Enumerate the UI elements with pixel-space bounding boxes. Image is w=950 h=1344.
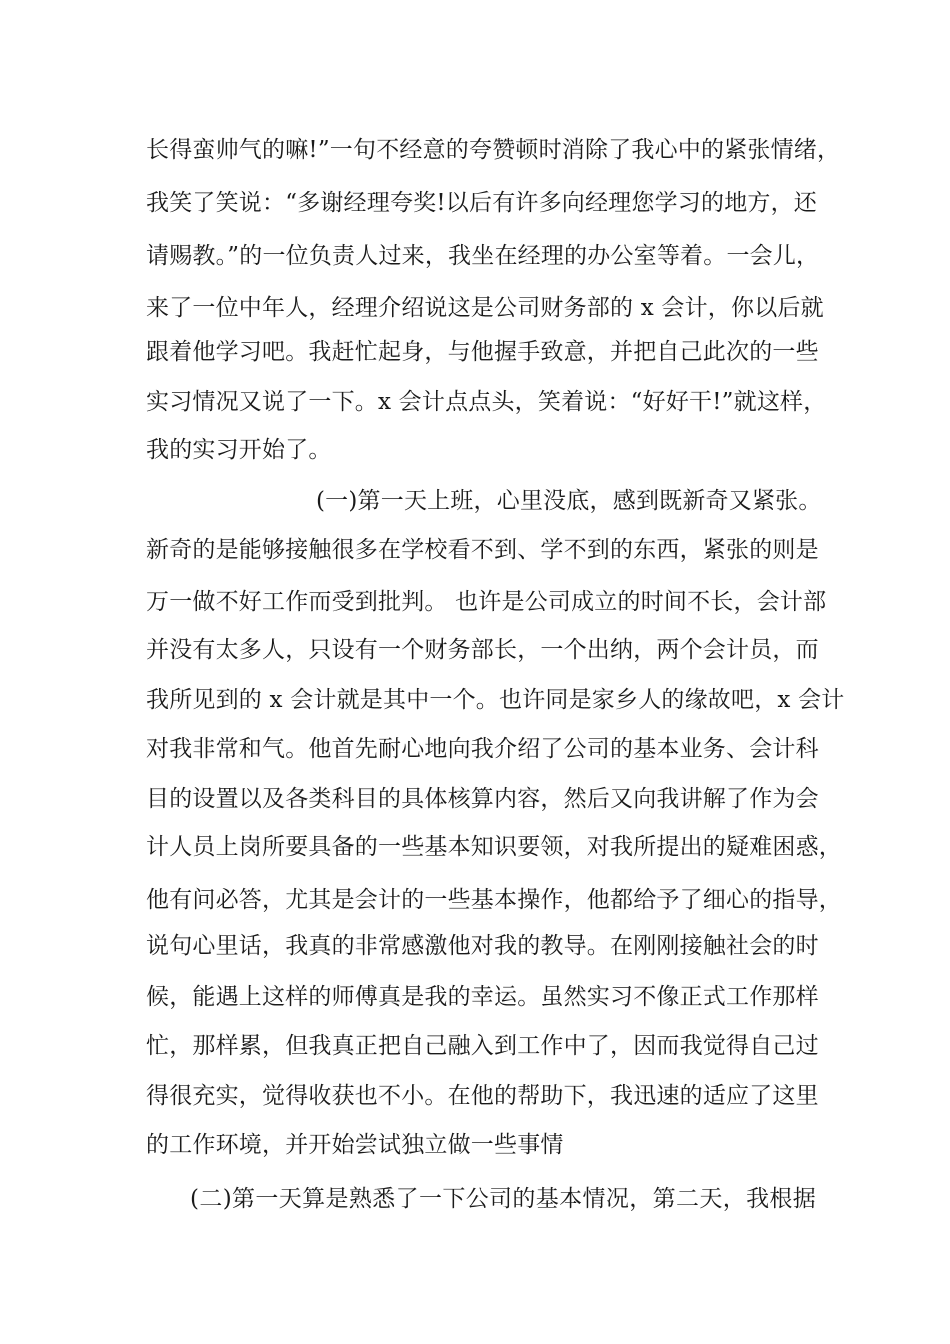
text-line: 实习情况又说了一下。x 会计点点头，笑着说：“好好干!”就这样， bbox=[146, 389, 827, 415]
text-line: 来了一位中年人，经理介绍说这是公司财务部的 x 会计，你以后就 bbox=[146, 295, 824, 321]
text-line: 新奇的是能够接触很多在学校看不到、学不到的东西，紧张的则是 bbox=[146, 537, 819, 563]
text-line: 跟着他学习吧。我赶忙起身，与他握手致意，并把自己此次的一些 bbox=[146, 339, 819, 365]
text-line: 忙，那样累，但我真正把自己融入到工作中了，因而我觉得自己过 bbox=[146, 1033, 819, 1059]
text-line: 请赐教。”的一位负责人过来，我坐在经理的办公室等着。一会儿， bbox=[146, 243, 820, 269]
text-line: 得很充实，觉得收获也不小。在他的帮助下，我迅速的适应了这里 bbox=[146, 1083, 819, 1109]
text-line: 我所见到的 x 会计就是其中一个。也许同是家乡人的缘故吧，x 会计 bbox=[146, 687, 845, 713]
text-line: 万一做不好工作而受到批判。 也许是公司成立的时间不长，会计部 bbox=[146, 589, 827, 615]
text-line: 并没有太多人，只设有一个财务部长，一个出纳，两个会计员，而 bbox=[146, 637, 819, 663]
section-heading: (一)第一天上班，心里没底，感到既新奇又紧张。 bbox=[316, 488, 822, 514]
text-line: 长得蛮帅气的嘛!”一句不经意的夸赞顿时消除了我心中的紧张情绪， bbox=[146, 137, 841, 163]
text-line: 的工作环境，并开始尝试独立做一些事情 bbox=[146, 1132, 564, 1158]
text-line: 候，能遇上这样的师傅真是我的幸运。虽然实习不像正式工作那样 bbox=[146, 984, 819, 1010]
section-heading: (二)第一天算是熟悉了一下公司的基本情况，第二天，我根据 bbox=[190, 1186, 816, 1212]
text-line: 对我非常和气。他首先耐心地向我介绍了公司的基本业务、会计科 bbox=[146, 736, 819, 762]
text-line: 他有问必答，尤其是会计的一些基本操作，他都给予了细心的指导， bbox=[146, 887, 842, 913]
text-line: 说句心里话，我真的非常感激他对我的教导。在刚刚接触社会的时 bbox=[146, 933, 819, 959]
text-line: 计人员上岗所要具备的一些基本知识要领，对我所提出的疑难困惑， bbox=[146, 834, 842, 860]
text-line: 目的设置以及各类科目的具体核算内容，然后又向我讲解了作为会 bbox=[146, 786, 819, 812]
text-line: 我的实习开始了。 bbox=[146, 437, 332, 463]
text-line: 我笑了笑说：“多谢经理夸奖!以后有许多向经理您学习的地方，还 bbox=[146, 190, 818, 216]
